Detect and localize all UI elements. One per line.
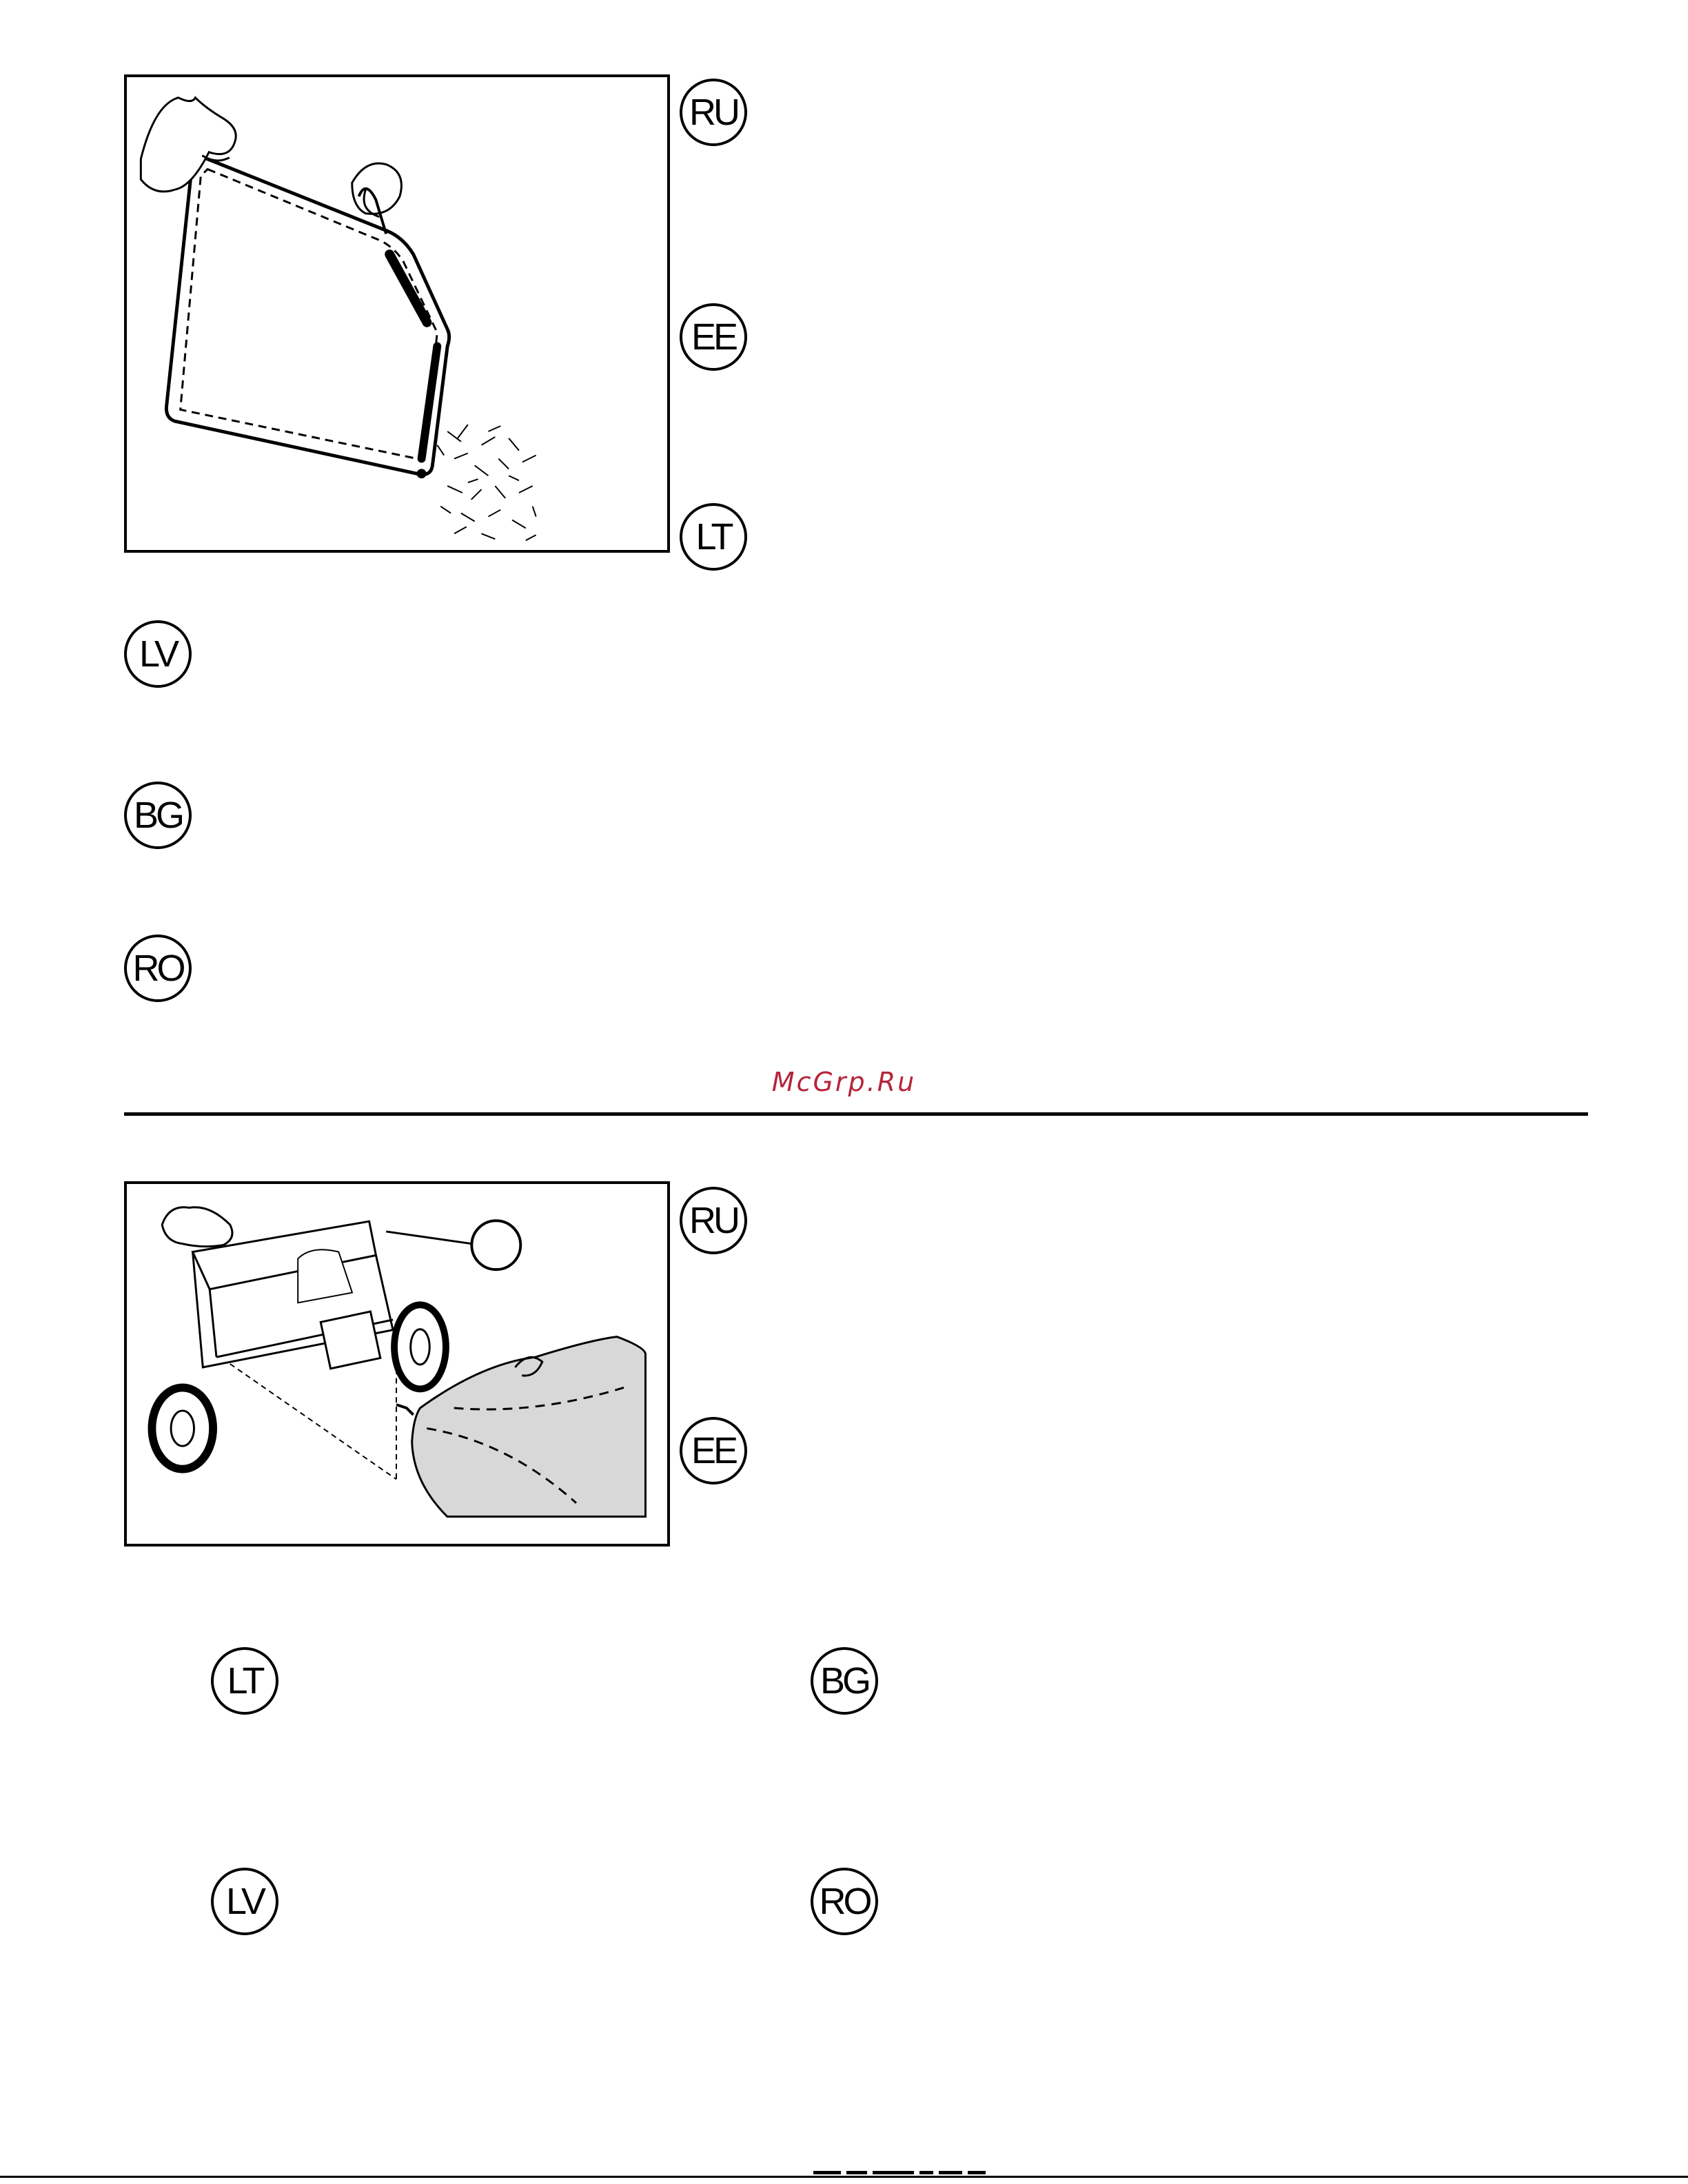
badge-ee-top: EE — [680, 303, 747, 371]
badge-ro-top: RO — [124, 935, 192, 1002]
bag-seam — [181, 169, 438, 460]
hand-icon — [162, 1207, 232, 1247]
section-divider — [124, 1112, 1588, 1116]
bag-attach-drawing — [127, 1184, 667, 1544]
badge-lv-top: LV — [124, 620, 192, 688]
callout-circle — [471, 1221, 520, 1269]
badge-ro-bottom: RO — [811, 1868, 878, 1935]
crop-marks — [813, 2171, 1061, 2176]
badge-ru-top: RU — [680, 79, 747, 146]
figure-grass-bag-emptying — [124, 74, 670, 553]
badge-lt-top: LT — [680, 503, 747, 571]
bag-emptying-drawing — [127, 77, 667, 550]
grass-clippings-icon — [437, 425, 536, 540]
bag-outline — [166, 155, 449, 474]
badge-bg-top: BG — [124, 782, 192, 849]
watermark-text: McGrp.Ru — [771, 1067, 917, 1097]
left-hand-icon — [141, 98, 236, 192]
figure-grass-bag-attach — [124, 1181, 670, 1547]
badge-ee-bottom: EE — [680, 1417, 747, 1484]
badge-bg-bottom: BG — [811, 1647, 878, 1715]
badge-lv-bottom: LV — [211, 1868, 278, 1935]
badge-lt-bottom: LT — [211, 1647, 278, 1715]
badge-ru-bottom: RU — [680, 1187, 747, 1254]
